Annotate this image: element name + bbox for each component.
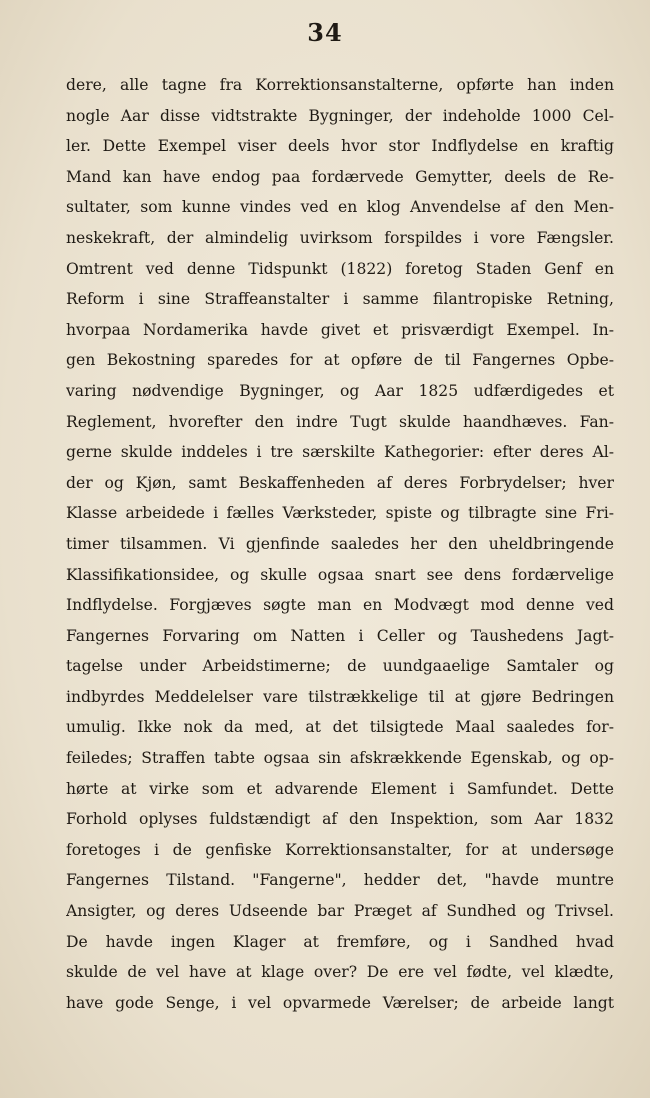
text-line: Indflydelse. Forgjæves søgte man en Modvægt mod denne ved	[66, 596, 614, 615]
text-line: Klassifikationsidee, og skulle ogsaa snart see dens fordærvelige	[66, 565, 614, 584]
text-line: gen Bekostning sparedes for at opføre de til Fangernes Opbe-	[66, 351, 614, 370]
text-line: Reglement, hvorefter den indre Tugt skulde haandhæves. Fan-	[66, 412, 614, 431]
text-line: sultater, som kunne vindes ved en klog Anvendelse af den Men-	[66, 198, 614, 217]
text-line: der og Kjøn, samt Beskaffenheden af deres Forbrydelser; hver	[66, 473, 614, 492]
text-line: feiledes; Straffen tabte ogsaa sin afskrækkende Egenskab, og op-	[66, 749, 614, 768]
text-line: have gode Senge, i vel opvarmede Værelser; de arbeide langt	[66, 993, 614, 1012]
text-line: Fangernes Tilstand. "Fangerne", hedder det, "havde muntre	[66, 871, 614, 890]
text-line: neskekraft, der almindelig uvirksom forspildes i vore Fængsler.	[66, 228, 614, 247]
text-line: nogle Aar disse vidtstrakte Bygninger, der indeholde 1000 Cel-	[66, 106, 614, 125]
page-number: 34	[307, 18, 343, 47]
text-line: Reform i sine Straffeanstalter i samme filantropiske Retning,	[66, 290, 614, 309]
text-line: De havde ingen Klager at fremføre, og i Sandhed hvad	[66, 932, 614, 951]
text-line: Ansigter, og deres Udseende bar Præget af Sundhed og Trivsel.	[66, 902, 614, 921]
text-line: dere, alle tagne fra Korrektionsanstalterne, opførte han inden	[66, 76, 614, 94]
text-line: Fangernes Forvaring om Natten i Celler og Taushedens Jagt-	[66, 626, 614, 645]
text-line: timer tilsammen. Vi gjenfinde saaledes her den uheldbringende	[66, 534, 614, 553]
text-line: Klasse arbeidede i fælles Værksteder, spiste og tilbragte sine Fri-	[66, 504, 614, 523]
text-line: varing nødvendige Bygninger, og Aar 1825 udfærdigedes et	[66, 381, 614, 400]
text-line: tagelse under Arbeidstimerne; de uundgaaelige Samtaler og	[66, 657, 614, 676]
text-line: Forhold oplyses fuldstændigt af den Inspektion, som Aar 1832	[66, 810, 614, 829]
text-line: Omtrent ved denne Tidspunkt (1822) foretog Staden Genf en	[66, 259, 614, 278]
text-line: foretoges i de genfiske Korrektionsanstalter, for at undersøge	[66, 840, 614, 859]
body-text	[66, 70, 614, 1018]
text-line: hørte at virke som et advarende Element i Samfundet. Dette	[66, 779, 614, 798]
text-line: ler. Dette Exempel viser deels hvor stor Indflydelse en kraftig	[66, 137, 614, 156]
text-line: gerne skulde inddeles i tre særskilte Kathegorier: efter deres Al-	[66, 443, 614, 462]
text-line: hvorpaa Nordamerika havde givet et prisværdigt Exempel. In-	[66, 320, 614, 339]
text-line: indbyrdes Meddelelser vare tilstrækkelige til at gjøre Bedringen	[66, 687, 614, 706]
text-line: umulig. Ikke nok da med, at det tilsigtede Maal saaledes for-	[66, 718, 614, 737]
text-line: Mand kan have endog paa fordærvede Gemytter, deels de Re-	[66, 167, 614, 186]
text-line: skulde de vel have at klage over? De ere vel fødte, vel klædte,	[66, 963, 614, 982]
